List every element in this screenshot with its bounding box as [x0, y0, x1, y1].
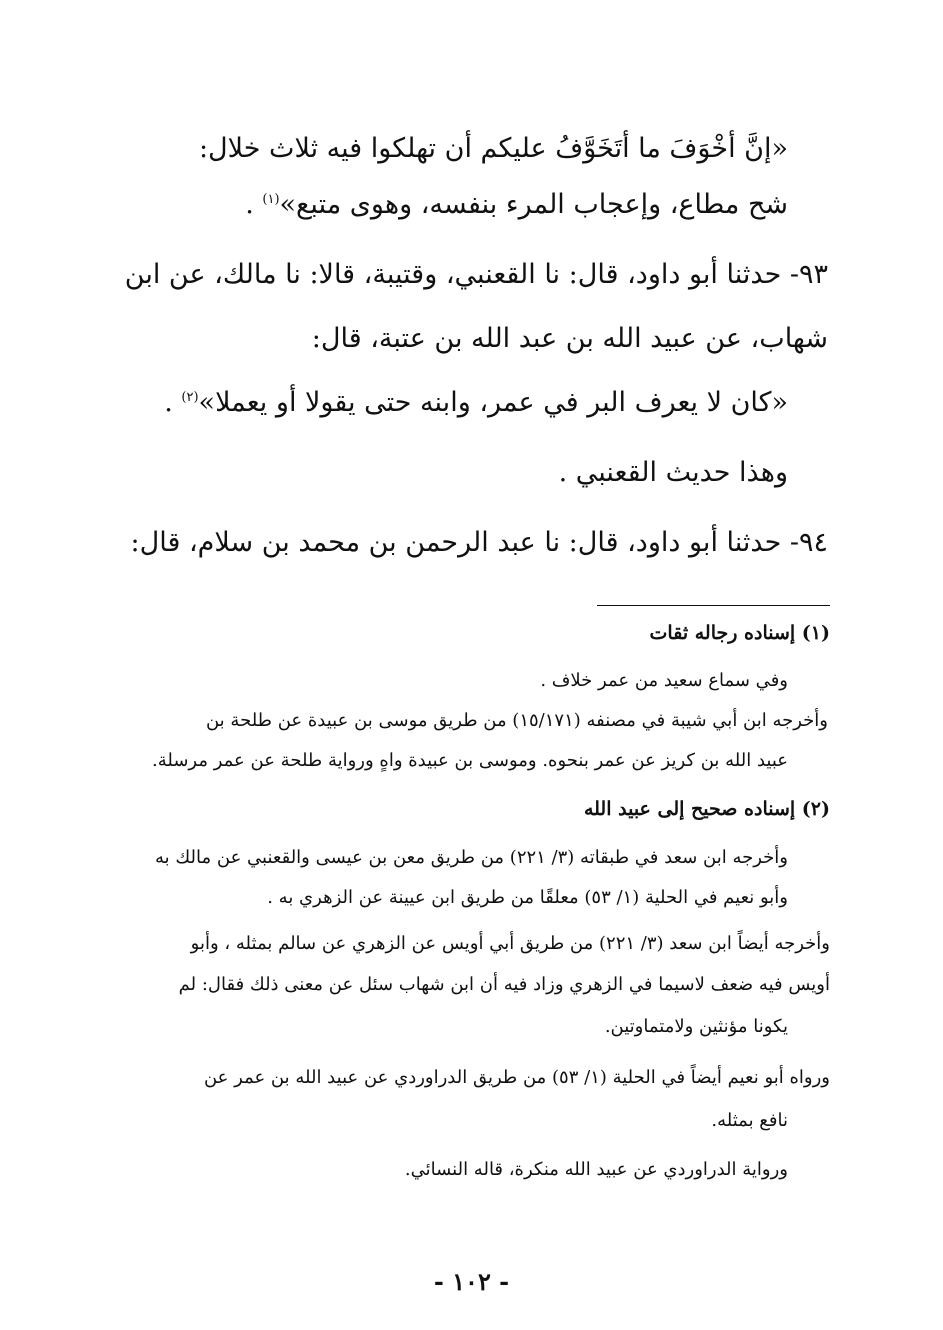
main-line-5 [108, 382, 788, 424]
hadith-text: شح مطاع، وإعجاب المرء بنفسه، وهوى متبع» [279, 189, 788, 220]
footnote-1-line: وأخرجه ابن أبي شيبة في مصنفه (١٥/١٧١) من طريق موسى بن عبيدة عن طلحة بن [205, 710, 828, 731]
footnote-2-line: وأخرجه أيضاً ابن سعد (٣/ ٢٢١) من طريق أبي أويس عن الزهري عن سالم بمثله ، وأبو [190, 933, 830, 954]
main-line-4: شهاب، عن عبيد الله بن عبد الله بن عتبة، قال: [311, 323, 828, 354]
page-number: - ١٠٢ - [433, 1267, 510, 1296]
footnote-2-heading: (٢) إسناده صحيح إلى عبيد الله [583, 798, 830, 820]
hadith-text: «كان لا يعرف البر في عمر، وابنه حتى يقولا أو يعملا» [198, 387, 788, 418]
footnote-2-line: وأخرجه ابن سعد في طبقاته (٣/ ٢٢١) من طريق معن بن عيسى والقعنبي عن مالك به [154, 847, 788, 868]
main-line-1: «إنَّ أخْوَفَ ما أتَخَوَّفُ عليكم أن تهلكوا فيه ثلاث خلال: [198, 133, 788, 164]
footnote-1-line: عبيد الله بن كريز عن عمر بنحوه. وموسى بن عبيدة واهٍ ورواية طلحة عن عمر مرسلة. [152, 750, 788, 771]
footnote-1-heading: (١) إسناده رجاله ثقات [649, 622, 830, 644]
footnote-ref-2[interactable]: (٢) [181, 390, 199, 405]
main-line-2 [108, 184, 788, 226]
footnote-1-line: وفي سماع سعيد من عمر خلاف . [540, 670, 788, 691]
main-line-3: ٩٣- حدثنا أبو داود، قال: نا القعنبي، وقتيبة، قالا: نا مالك، عن ابن [124, 259, 828, 290]
footnote-2-line: ورواية الدراوردي عن عبيد الله منكرة، قاله النسائي. [404, 1159, 788, 1180]
footnote-2-line: أويس فيه ضعف لاسيما في الزهري وزاد فيه أن ابن شهاب سئل عن معنى ذلك فقال: لم [178, 974, 830, 995]
footnote-ref-1[interactable]: (١) [262, 192, 280, 207]
main-line-7: ٩٤- حدثنا أبو داود، قال: نا عبد الرحمن بن محمد بن سلام، قال: [130, 527, 828, 558]
footnote-2-line: وأبو نعيم في الحلية (١/ ٥٣) معلقًا من طريق ابن عيينة عن الزهري به . [267, 887, 788, 908]
main-line-6: وهذا حديث القعنبي . [558, 457, 788, 488]
footnote-2-line: ورواه أبو نعيم أيضاً في الحلية (١/ ٥٣) من طريق الدراوردي عن عبيد الله بن عمر عن [203, 1067, 830, 1088]
line-end: . [164, 387, 182, 418]
footnote-2-line: نافع بمثله. [711, 1110, 788, 1131]
footnote-2-line: يكونا مؤنثين ولامتماوتين. [604, 1016, 788, 1037]
line-end: . [245, 189, 263, 220]
footnote-separator [597, 605, 830, 606]
